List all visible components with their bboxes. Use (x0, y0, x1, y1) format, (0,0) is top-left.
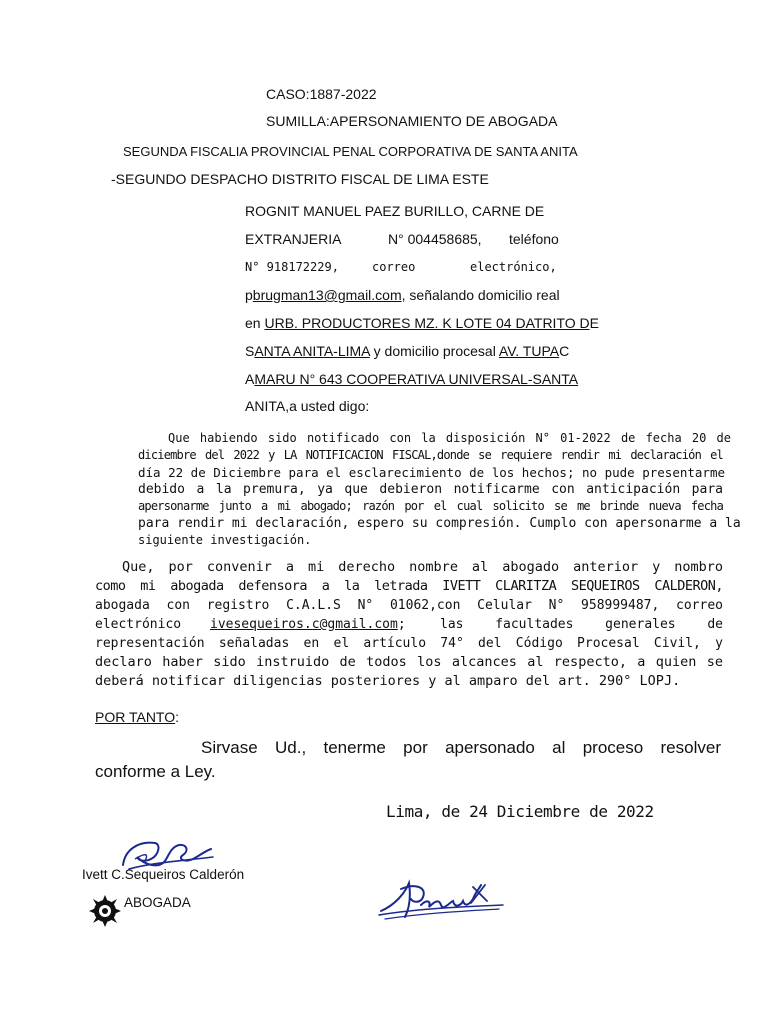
district-name: ANTA ANITA-LIMA (254, 343, 370, 359)
lawyer-name: Ivett C.Sequeiros Calderón (82, 867, 245, 882)
telefono-label: teléfono (509, 231, 559, 247)
paragraph-lawyer-appointment (95, 558, 723, 691)
sumilla: SUMILLA:APERSONAMIENTO DE ABOGADA (266, 113, 558, 129)
procesal-address: AV. TUPA (498, 343, 560, 359)
paragraph-2-line: deberá notificar diligencias posteriores y al amparo del art. 290° LOPJ. (95, 673, 681, 689)
por-tanto-label: POR TANTO (95, 709, 176, 725)
extranjeria-label: EXTRANJERIA (245, 231, 342, 247)
paragraph-1-line: para rendir mi declaración, espero su compresión. Cumplo con apersonarme a la (138, 516, 741, 531)
paragraph-1-line: apersonarme junto a mi abogado; razón por el cual solicito se me brinde nueva fecha (138, 499, 723, 513)
identification-line-4 (245, 287, 560, 303)
paragraph-1-line: debido a la premura, ya que debieron notificarme con anticipación para (138, 482, 723, 497)
request-line-2: conforme a Ley. (95, 762, 216, 781)
paragraph-2-line: abogada con registro C.A.L.S N° 01062,con Celular N° 958999487, correo (95, 598, 723, 613)
por-tanto-heading (95, 709, 179, 725)
real-address: URB. PRODUCTORES MZ. K LOTE 04 DATRITO D (264, 315, 590, 331)
domicilio-text: , señalando domicilio real (401, 287, 560, 303)
identification-line-8: ANITA,a usted digo: (245, 398, 370, 414)
procesal-cont-prefix: A (245, 371, 255, 387)
identification-line-1: ROGNIT MANUEL PAEZ BURILLO, CARNE DE (245, 203, 545, 219)
electronico-label: electrónico, (470, 260, 557, 274)
correo-label: correo (372, 260, 416, 274)
address-cont-prefix: S (245, 343, 255, 359)
paragraph-1-line: día 22 de Diciembre para el esclarecimiento de los hechos; no pude presentarme (138, 465, 725, 480)
identification-line-7 (245, 371, 578, 387)
paragraph-1-line: diciembre del 2022 y LA NOTIFICACION FISCAL,donde se requiere rendir mi declaración el (138, 448, 723, 462)
phone-number: N° 918172229, (245, 260, 339, 274)
paragraph-notification (138, 430, 741, 549)
paragraph-1-line: siguiente investigación. (138, 533, 312, 547)
paragraph-2-line (95, 615, 723, 634)
procesal-address-cont: MARU N° 643 COOPERATIVA UNIVERSAL-SANTA (254, 371, 579, 387)
client-signature (375, 875, 510, 925)
facultades-text: las facultades generales de (440, 617, 723, 632)
addressee-line-1: SEGUNDA FISCALIA PROVINCIAL PENAL CORPORATIVA DE SANTA ANITA (123, 144, 578, 159)
request-line-1: Sirvase Ud., tenerme por apersonado al proceso resolver (201, 738, 721, 757)
por-tanto-colon: : (175, 709, 180, 725)
paragraph-1-line: Que habiendo sido notificado con la disposición N° 01-2022 de fecha 20 de (168, 431, 731, 445)
client-signature-mark (375, 875, 510, 925)
identification-line-2 (245, 231, 559, 247)
lawyer-title: ABOGADA (124, 895, 191, 910)
identification-line-5 (245, 315, 599, 331)
email-prefix: p (245, 287, 253, 303)
document-date: Lima, de 24 Diciembre de 2022 (386, 802, 654, 821)
paragraph-2-line: Que, por convenir a mi derecho nombre al abogado anterior y nombro (122, 559, 723, 575)
bar-seal-icon (88, 894, 122, 933)
procesal-text: y domicilio procesal (369, 343, 499, 359)
case-number: CASO:1887-2022 (266, 86, 377, 102)
lawyer-email-link[interactable]: ivesequeiros.c@gmail.com (210, 617, 398, 632)
carne-number: N° 004458685, (388, 231, 482, 247)
address-prefix: en (245, 315, 265, 331)
address-end: E (589, 315, 599, 331)
addressee-line-2: -SEGUNDO DESPACHO DISTRITO FISCAL DE LIMA ESTE (111, 171, 489, 187)
paragraph-2-line: como mi abogada defensora a la letrada IVETT CLARITZA SEQUEIROS CALDERON, (95, 578, 723, 594)
identification-line-3 (245, 260, 559, 274)
paragraph-2-line: representación señaladas en el artículo 74° del Código Procesal Civil, y (95, 636, 723, 651)
paragraph-2-line: declaro haber sido instruido de todos los alcances al respecto, a quien se (95, 654, 723, 670)
identification-line-6 (245, 343, 569, 359)
semicolon: ; (397, 617, 406, 632)
electronico-word: electrónico (95, 617, 182, 632)
client-email-link[interactable]: brugman13@gmail.com (252, 287, 402, 303)
procesal-end: C (559, 343, 570, 359)
